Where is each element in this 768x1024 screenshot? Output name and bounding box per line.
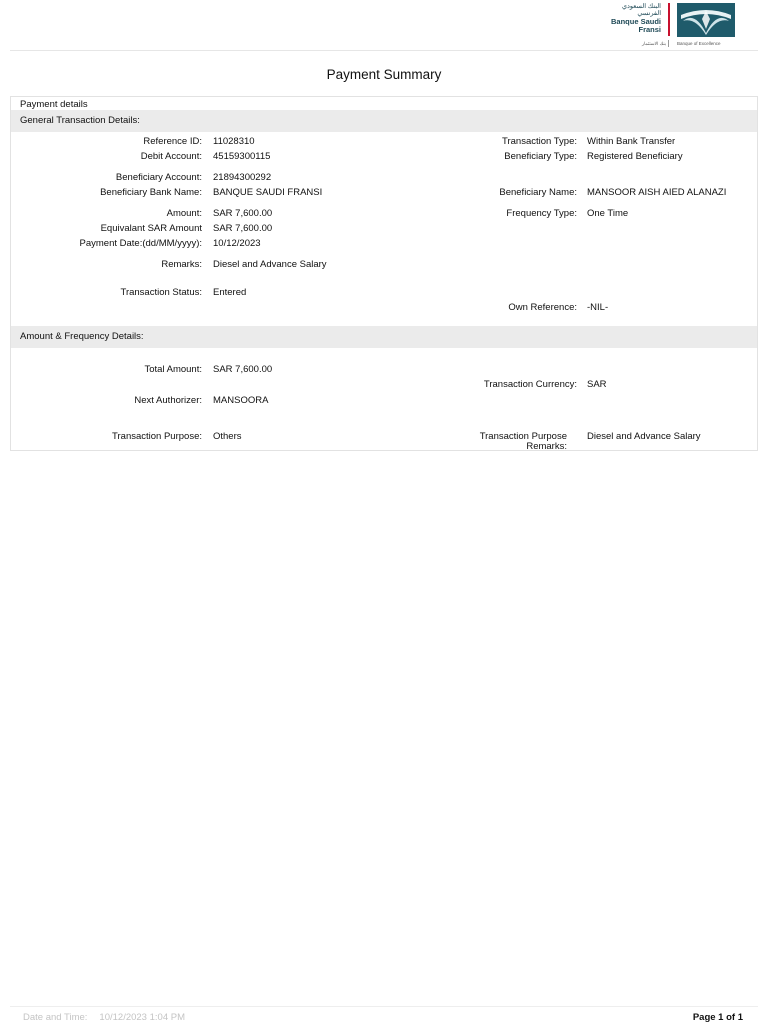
bank-logo-icon xyxy=(677,3,735,37)
equivalent-sar-amount-label: Equivalant SAR Amount xyxy=(100,223,202,234)
amount-label: Amount: xyxy=(166,208,202,219)
beneficiary-name-label: Beneficiary Name: xyxy=(499,187,577,198)
debit-account-value: 45159300115 xyxy=(213,151,271,162)
reference-id-label: Reference ID: xyxy=(143,136,202,147)
transaction-currency-label: Transaction Currency: xyxy=(483,379,577,390)
tagline-arabic: بنك الاستثمار xyxy=(641,41,666,46)
transaction-status-label: Transaction Status: xyxy=(120,287,202,298)
beneficiary-type-label: Beneficiary Type: xyxy=(504,151,577,162)
transaction-currency-value: SAR xyxy=(587,379,607,390)
beneficiary-name-value: MANSOOR AISH AIED ALANAZI xyxy=(587,187,727,198)
footer-date-time-label: Date and Time: xyxy=(23,1012,88,1023)
bank-name-english: Banque Saudi Fransi xyxy=(611,17,662,34)
amount-frequency-section-header xyxy=(11,326,757,348)
beneficiary-bank-name-value: BANQUE SAUDI FRANSI xyxy=(213,187,323,198)
tagline-english: Banque of Excellence xyxy=(677,41,721,46)
amount-frequency-section-title: Amount & Frequency Details: xyxy=(20,331,144,342)
general-section-header xyxy=(11,110,757,132)
payment-details-panel xyxy=(10,96,758,451)
frequency-type-value: One Time xyxy=(587,208,629,219)
transaction-type-value: Within Bank Transfer xyxy=(587,136,676,147)
next-authorizer-label: Next Authorizer: xyxy=(134,395,202,406)
own-reference-value: -NIL- xyxy=(587,302,609,313)
page-number: Page 1 of 1 xyxy=(692,1012,743,1023)
bank-name-arabic: البنك السعودي الفرنسي xyxy=(621,3,661,17)
transaction-type-label: Transaction Type: xyxy=(502,136,577,147)
payment-date-value: 10/12/2023 xyxy=(213,238,261,249)
general-section-title: General Transaction Details: xyxy=(20,115,140,126)
beneficiary-account-value: 21894300292 xyxy=(213,172,272,183)
debit-account-label: Debit Account: xyxy=(140,151,202,162)
transaction-status-value: Entered xyxy=(213,287,247,298)
own-reference-label: Own Reference: xyxy=(508,302,577,313)
footer-date-time-value: 10/12/2023 1:04 PM xyxy=(99,1012,185,1023)
footer-divider xyxy=(10,1006,758,1007)
transaction-purpose-remarks-label: Transaction Purpose Remarks: xyxy=(479,431,567,452)
header-divider xyxy=(10,50,758,51)
frequency-type-label: Frequency Type: xyxy=(506,208,577,219)
amount-value: SAR 7,600.00 xyxy=(213,208,273,219)
logo-divider xyxy=(668,3,670,36)
tagline-divider xyxy=(668,40,669,47)
equivalent-sar-amount-value: SAR 7,600.00 xyxy=(213,223,273,234)
transaction-purpose-remarks-value: Diesel and Advance Salary xyxy=(587,431,701,442)
next-authorizer-value: MANSOORA xyxy=(213,395,269,406)
payment-date-label: Payment Date:(dd/MM/yyyy): xyxy=(79,238,202,249)
beneficiary-type-value: Registered Beneficiary xyxy=(587,151,683,162)
transaction-purpose-label: Transaction Purpose: xyxy=(112,431,202,442)
remarks-value: Diesel and Advance Salary xyxy=(213,259,327,270)
page-title: Payment Summary xyxy=(326,67,442,82)
remarks-label: Remarks: xyxy=(161,259,202,270)
transaction-purpose-value: Others xyxy=(213,431,242,442)
total-amount-value: SAR 7,600.00 xyxy=(213,364,273,375)
beneficiary-bank-name-label: Beneficiary Bank Name: xyxy=(100,187,202,198)
reference-id-value: 11028310 xyxy=(213,136,255,147)
page-header xyxy=(0,0,768,52)
total-amount-label: Total Amount: xyxy=(144,364,202,375)
beneficiary-account-label: Beneficiary Account: xyxy=(115,172,202,183)
panel-caption: Payment details xyxy=(20,99,88,110)
footer-date-time xyxy=(23,1012,185,1023)
